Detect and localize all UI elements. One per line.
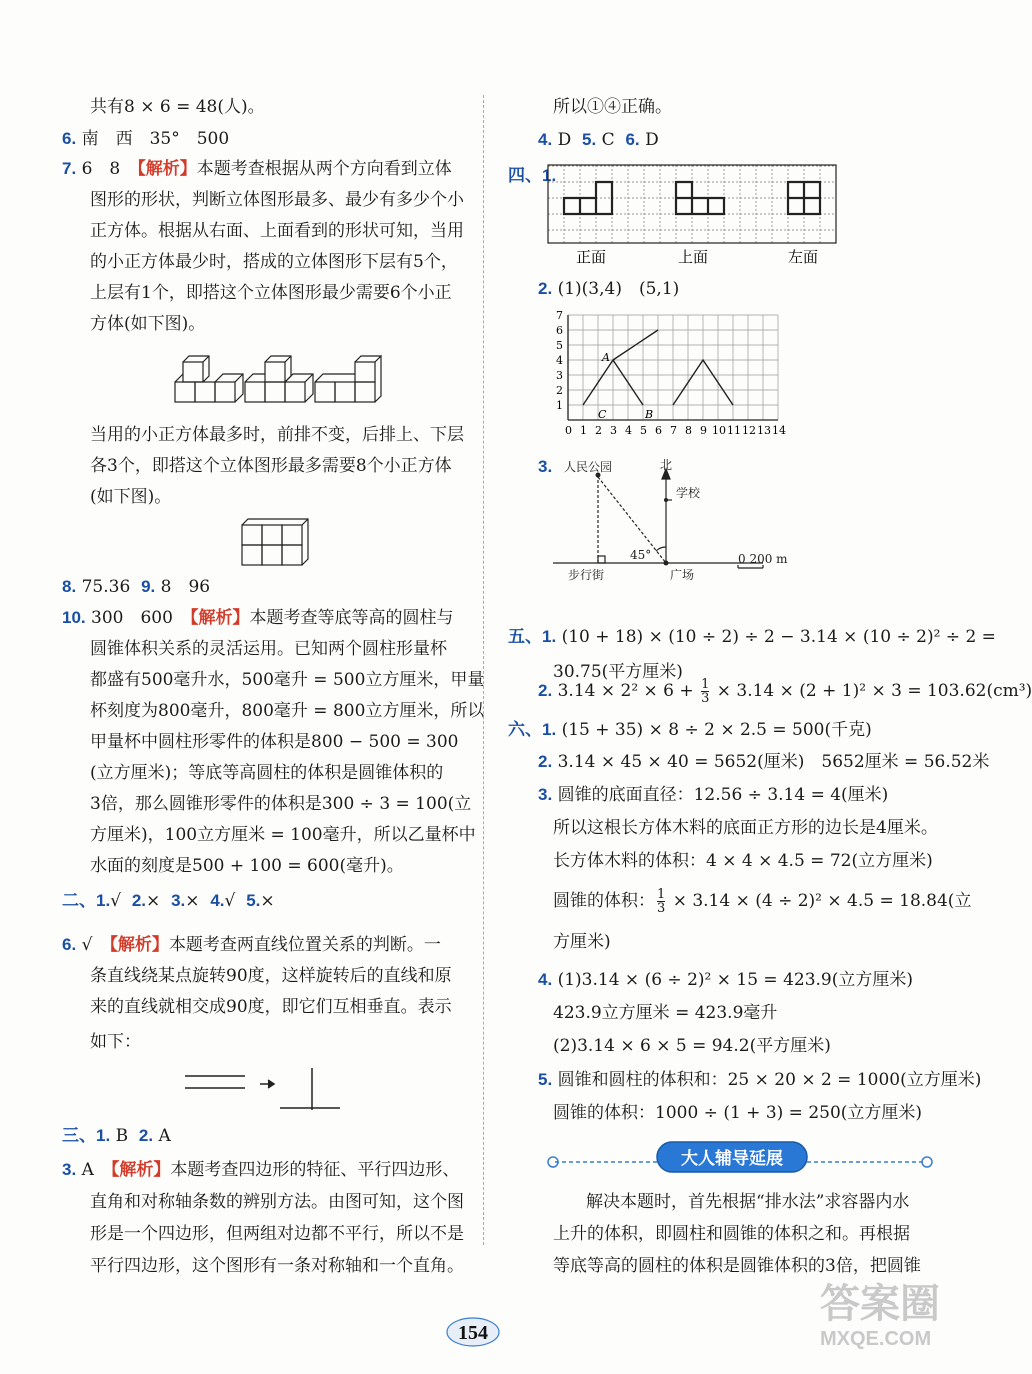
perpendicular-lines-figure xyxy=(180,1064,350,1114)
point-b-label: B xyxy=(645,408,654,421)
s5q2-number: 2. xyxy=(538,681,553,700)
s2-a2: × xyxy=(146,891,161,911)
s5-number: 五、1. xyxy=(508,627,557,646)
s3q3-line-2: 直角和对称轴条数的辨别方法。由图可知，这个图 xyxy=(90,1192,464,1212)
s3q3-text: 本题考查四边形的特征、平行四边形、 xyxy=(170,1160,460,1180)
q7-line-4: 的小正方体最少时，搭成的立体图形下层有5个， xyxy=(90,252,458,272)
s6q5-line-2: 圆锥的体积：1000 ÷ (1 + 3) = 250(立方厘米) xyxy=(553,1103,923,1123)
fraction-one-third xyxy=(701,678,709,705)
map-street-label: 步行街 xyxy=(568,568,605,582)
s3-a1: B xyxy=(115,1126,129,1146)
grid-x-label: 4 xyxy=(625,424,632,437)
r-q6-number: 6. xyxy=(625,130,640,149)
s4-number: 四、1. xyxy=(508,166,557,185)
q6-number: 6. xyxy=(62,129,77,148)
s5q1-line-2: 30.75(平方厘米) xyxy=(553,662,683,682)
s6q3-line-3: 长方体木料的体积：4 × 4 × 4.5 = 72(立方厘米) xyxy=(553,851,933,871)
grid-x-label: 13 xyxy=(757,424,771,437)
grid-y-label: 1 xyxy=(556,399,563,412)
q10-line-3: 都盛有500毫升水，500毫升 = 500立方厘米，甲量 xyxy=(90,670,485,690)
watermark-bottom: MXQE.COM xyxy=(820,1328,932,1350)
cube-figures-min xyxy=(170,350,390,410)
s3q3-answer: A xyxy=(81,1160,111,1180)
q10-line-4: 杯刻度为800毫升，800毫升 = 800立方厘米，所以 xyxy=(90,701,485,721)
s5q1-text: (10 + 18) × (10 ÷ 2) ÷ 2 − 3.14 × (10 ÷ 2)² ÷ 2 = xyxy=(561,627,996,647)
s4q2-number: 2. xyxy=(538,279,553,298)
map-square-label: 广场 xyxy=(670,568,695,582)
s6q5-number: 5. xyxy=(538,1070,553,1089)
q7-line-1 xyxy=(62,157,452,181)
frac2-denominator: 3 xyxy=(657,901,666,916)
s2q6-line-2: 条直线绕某点旋转90度，这样旋转后的直线和原 xyxy=(90,966,452,986)
grid-x-label: 12 xyxy=(742,424,756,437)
s6q3-line-1 xyxy=(538,783,888,807)
s6q4-text: (1)3.14 × (6 ÷ 2)² × 15 = 423.9(立方厘米) xyxy=(557,970,914,990)
s4q2-text: (1)(3,4) (5,1) xyxy=(557,279,680,299)
q7-line-3: 正方体。根据从右面、上面看到的形状可知，当用 xyxy=(90,221,464,241)
s6-number: 六、1. xyxy=(508,720,557,739)
section2-label: 二、1. xyxy=(62,891,111,910)
grid-y-label: 6 xyxy=(556,324,563,337)
s6q1-line xyxy=(508,718,872,742)
s3q3-line-3: 形是一个四边形，但两组对边都不平行，所以不是 xyxy=(90,1224,464,1244)
s2-a3: × xyxy=(185,891,200,911)
section2-answers xyxy=(62,889,275,913)
s6q3-line-2: 所以这根长方体木料的底面正方形的边长是4厘米。 xyxy=(553,818,938,838)
q9-text: 8 96 xyxy=(160,577,211,597)
q7-line-8: 各3个，即搭这个立体图形最多需要8个小正方体 xyxy=(90,456,452,476)
s6q4-line-3: (2)3.14 × 6 × 5 = 94.2(平方厘米) xyxy=(553,1036,831,1056)
grid-x-label: 2 xyxy=(595,424,602,437)
r-q6-answer: D xyxy=(645,130,659,150)
q10-line-7: 3倍，那么圆锥形零件的体积是300 ÷ 3 = 100(立 xyxy=(90,794,472,814)
view-front-label: 正面 xyxy=(576,248,607,266)
q10-text: 本题考查等底等高的圆柱与 xyxy=(249,608,454,628)
point-a-label: A xyxy=(602,351,610,364)
s3q3-jiexi-tag: 【解析】 xyxy=(110,1160,171,1180)
grid-y-label: 3 xyxy=(556,369,563,382)
s2-n3: 3. xyxy=(171,891,186,910)
s6q2-line xyxy=(538,750,989,774)
three-views-grid xyxy=(548,160,848,265)
grid-y-label: 5 xyxy=(556,339,563,352)
s2q6-text: 本题考查两直线位置关系的判断。一 xyxy=(168,935,441,955)
q8-text: 75.36 xyxy=(81,577,131,597)
extension-banner xyxy=(545,1138,935,1178)
q8-q9-answer xyxy=(62,575,210,599)
s2-a1: √ xyxy=(110,891,122,911)
s3-n2: 2. xyxy=(138,1126,154,1145)
s2-a4: √ xyxy=(224,891,236,911)
q10-number: 10. xyxy=(62,608,86,627)
s3-a2: A xyxy=(158,1126,171,1146)
s2-n5: 5. xyxy=(246,891,261,910)
grid-x-label: 1 xyxy=(580,424,587,437)
q10-line-2: 圆锥体积关系的灵活运用。已知两个圆柱形量杯 xyxy=(90,639,447,659)
grid-x-label: 3 xyxy=(610,424,617,437)
coordinate-grid-figure xyxy=(548,308,798,448)
s6q3-line-5: 方厘米) xyxy=(553,932,611,952)
s2q6-jiexi-tag: 【解析】 xyxy=(109,935,169,955)
frac2-numerator: 1 xyxy=(657,887,666,902)
q7-answer: 6 8 xyxy=(81,159,138,179)
s4q3-number: 3. xyxy=(538,457,553,476)
s2q6-answer: √ xyxy=(81,935,110,955)
s3q3-line-4: 平行四边形，这个图形有一条对称轴和一个直角。 xyxy=(90,1256,464,1276)
s6q2-text: 3.14 × 45 × 40 = 5652(厘米) 5652厘米 = 56.52米 xyxy=(557,752,990,772)
s6q4-line-2: 423.9立方厘米 = 423.9毫升 xyxy=(553,1003,778,1023)
s6q4-number: 4. xyxy=(538,970,553,989)
grid-x-label: 6 xyxy=(655,424,662,437)
s6q3-text: 圆锥的底面直径：12.56 ÷ 3.14 = 4(厘米) xyxy=(557,785,889,805)
grid-x-label: 7 xyxy=(670,424,677,437)
view-left-label: 左面 xyxy=(788,248,819,266)
section3-answers xyxy=(62,1124,171,1148)
watermark-top: 答案圈 xyxy=(820,1282,940,1326)
grid-x-label: 0 xyxy=(565,424,572,437)
q7-number: 7. xyxy=(62,159,77,178)
s6q4-line-1 xyxy=(538,968,913,992)
s6q3-number: 3. xyxy=(538,785,553,804)
s6q3-line-4 xyxy=(553,880,971,922)
r-q5-answer: C xyxy=(601,130,615,150)
q6-text: 南 西 35° 500 xyxy=(81,129,230,149)
q7-line-7: 当用的小正方体最多时，前排不变，后排上、下层 xyxy=(90,425,464,445)
map-angle-label: 45° xyxy=(630,548,652,562)
r-q4-number: 4. xyxy=(538,130,553,149)
s2-n4: 4. xyxy=(210,891,225,910)
grid-x-label: 8 xyxy=(685,424,692,437)
map-park-label: 人民公园 xyxy=(564,460,613,474)
q9-number: 9. xyxy=(141,577,156,596)
s6q1-text: (15 + 35) × 8 ÷ 2 × 2.5 = 500(千克) xyxy=(561,720,872,740)
s6q5-line-1 xyxy=(538,1068,981,1092)
s2q6-number: 6. xyxy=(62,935,77,954)
grid-x-label: 11 xyxy=(727,424,741,437)
s2q6-line-4: 如下： xyxy=(90,1032,141,1052)
section3-label: 三、1. xyxy=(62,1126,111,1145)
banner-title: 大人辅导延展 xyxy=(681,1149,783,1168)
s5q2-part-b: × 3.14 × (2 + 1)² × 3 = 103.62(cm³) xyxy=(716,681,1032,701)
ext-line-1: 解决本题时，首先根据“排水法”求容器内水 xyxy=(586,1192,910,1212)
s2-n2: 2. xyxy=(131,891,147,910)
right-line-1: 所以①④正确。 xyxy=(553,97,672,117)
s5q2-line xyxy=(538,670,1032,712)
q10-line-9: 水面的刻度是500 + 100 = 600(毫升)。 xyxy=(90,856,404,876)
ext-line-3: 等底等高的圆柱的体积是圆锥体积的3倍，把圆锥 xyxy=(553,1256,921,1276)
cube-figure-max xyxy=(240,515,310,567)
r-q4-answer: D xyxy=(557,130,572,150)
s3q3-line-1 xyxy=(62,1158,459,1182)
q7-line-5: 上层有1个，即搭这个立体图形最少需要6个小正 xyxy=(90,283,452,303)
q7-jiexi-tag: 【解析】 xyxy=(137,159,197,179)
s2-a5: × xyxy=(260,891,275,911)
r-q5-number: 5. xyxy=(582,130,597,149)
grid-y-label: 4 xyxy=(556,354,563,367)
q10-line-6: (立方厘米)；等底等高圆柱的体积是圆锥体积的 xyxy=(90,763,444,783)
map-north-label: 北 xyxy=(660,458,673,472)
map-school-label: 学校 xyxy=(676,486,701,500)
grid-x-label: 5 xyxy=(640,424,647,437)
page-number-badge xyxy=(440,1308,510,1350)
q10-answer: 300 600 xyxy=(91,608,190,628)
grid-x-label: 9 xyxy=(700,424,707,437)
grid-x-label: 10 xyxy=(712,424,726,437)
q4-q6-answers xyxy=(538,128,659,152)
q7-line-6: 方体(如下图)。 xyxy=(90,314,206,334)
frac-denominator: 3 xyxy=(701,691,710,706)
q8-number: 8. xyxy=(62,577,77,596)
s4q2-answer xyxy=(538,277,679,301)
s2q6-line-1 xyxy=(62,933,441,957)
page-number: 154 xyxy=(458,1322,488,1344)
q7-line-2: 图形的形状，判断立体图形最多、最少有多少个小 xyxy=(90,190,464,210)
point-c-label: C xyxy=(598,408,607,421)
s6q5-text: 圆锥和圆柱的体积和：25 × 20 × 2 = 1000(立方厘米) xyxy=(557,1070,982,1090)
q10-line-8: 方厘米)，100立方厘米 = 100毫升，所以乙量杯中 xyxy=(90,825,476,845)
q10-jiexi-tag: 【解析】 xyxy=(189,608,250,628)
s6q3-l4a: 圆锥的体积： xyxy=(553,891,655,911)
map-scale-label: 0 200 m xyxy=(738,552,788,566)
ext-line-2: 上升的体积，即圆柱和圆锥的体积之和。再根据 xyxy=(553,1224,910,1244)
s5q2-part-a: 3.14 × 2² × 6 + xyxy=(557,681,694,701)
s2q6-line-3: 来的直线就相交成90度，即它们互相垂直。表示 xyxy=(90,997,452,1017)
grid-y-label: 7 xyxy=(556,309,563,322)
q7-line-9: (如下图)。 xyxy=(90,487,172,507)
q10-line-1 xyxy=(62,606,453,630)
s6q3-l4b: × 3.14 × (4 ÷ 2)² × 4.5 = 18.84(立 xyxy=(672,891,972,911)
q6-answer xyxy=(62,127,229,151)
grid-y-label: 2 xyxy=(556,384,563,397)
left-line-1: 共有8 × 6 = 48(人)。 xyxy=(90,97,265,117)
q10-line-5: 甲量杯中圆柱形零件的体积是800 − 500 = 300 xyxy=(90,732,459,752)
grid-x-label: 14 xyxy=(772,424,786,437)
view-top-label: 上面 xyxy=(678,248,709,266)
fraction-one-third-2 xyxy=(657,888,665,915)
s3q3-number: 3. xyxy=(62,1160,77,1179)
s5q1-line-1 xyxy=(508,625,996,649)
column-divider xyxy=(483,95,484,1245)
direction-map-figure xyxy=(548,455,808,585)
frac-numerator: 1 xyxy=(701,677,710,692)
s6q2-number: 2. xyxy=(538,752,553,771)
q7-text: 本题考查根据从两个方向看到立体 xyxy=(196,159,452,179)
